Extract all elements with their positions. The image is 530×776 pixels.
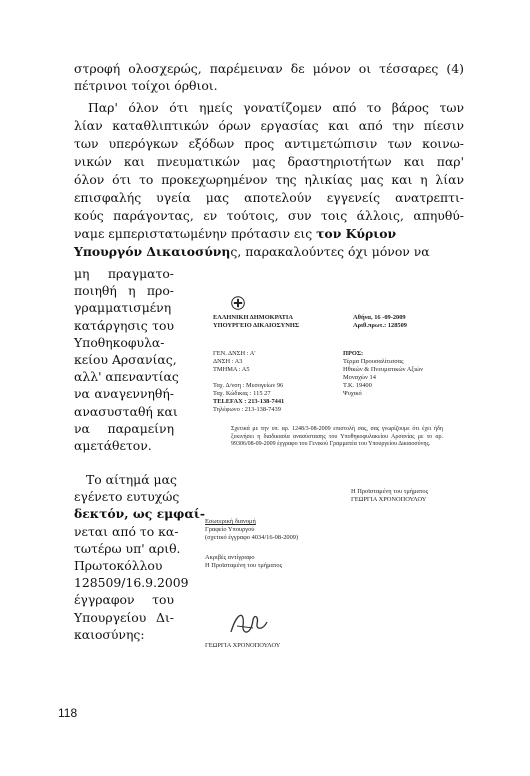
column-line: έγγραφον του	[74, 592, 174, 608]
handwritten-signature-icon	[223, 606, 273, 640]
signature-name: ΓΕΩΡΓΙΑ ΧΡΟΝΟΠΟΥΛΟΥ	[351, 496, 427, 503]
department-label: ΤΜΗΜΑ : Α5	[213, 366, 250, 373]
emphasized-text: τον Κύριον	[316, 226, 397, 241]
copy-name: ΓΕΩΡΓΙΑ ΧΡΟΝΟΠΟΥΛΟΥ	[205, 642, 281, 649]
column-line: κατάργησις του	[74, 317, 174, 333]
letterhead-line: ΥΠΟΥΡΓΕΙΟ ΔΙΚΑΙΟΣΥΝΗΣ	[213, 322, 300, 329]
department-label: ΓΕΝ. ΔΝΣΗ : Α'	[213, 350, 256, 357]
text-line: πέτρινοι τοίχοι όρθιοι.	[74, 78, 218, 93]
text-line: λίαν καταθλιπτικών όρων εργασίας και από την πίεσιν	[74, 118, 464, 133]
left-column-paragraph-2	[74, 471, 206, 643]
column-line: δεκτόν, ως εμφαί-	[74, 506, 206, 522]
column-line: γραμματισμένη	[74, 300, 172, 316]
contact-line: Ταχ. Κώδικας : 115 27	[213, 390, 271, 397]
column-line: να παραμείνη	[74, 420, 174, 436]
contact-line: Τηλέφωνο : 213-138-7439	[213, 406, 281, 413]
text-line: Παρ' όλον ότι ημείς γονατίζομεν από το βάρος των	[88, 100, 464, 115]
contact-line: Ταχ. Δ/νση : Μεσογείων 96	[213, 382, 284, 389]
text-fragment: ναμε εμπεριστατωμένην πρότασιν εις	[74, 226, 313, 241]
column-line: ποιηθή η προ-	[74, 283, 174, 299]
letter-date: Αθήνα, 16 -09-2009	[353, 314, 406, 321]
column-line: αμετάθετον.	[74, 437, 152, 453]
signature-title: Η Προϊσταμένη του τμήματος	[351, 488, 429, 495]
text-line	[74, 225, 464, 242]
column-line: Πρωτοκόλλου	[74, 557, 163, 573]
recipient-line: Μοναχών 14	[343, 374, 376, 381]
column-line: νεται από το κα-	[74, 523, 179, 539]
letterhead-line: ΕΛΛΗΝΙΚΗ ΔΗΜΟΚΡΑΤΙΑ	[213, 314, 293, 321]
page-number: 118	[58, 706, 78, 720]
department-label: ΔΝΣΗ : Α3	[213, 358, 243, 365]
contact-line: TELEFAX : 213-138-7441	[213, 398, 285, 405]
column-line: ανασυσταθή και	[74, 403, 178, 419]
column-line: Το αίτημά μας	[86, 472, 177, 487]
protocol-number: Αριθ.πρωτ.: 128509	[353, 322, 407, 329]
column-line: τωτέρω υπ' αριθ.	[74, 540, 181, 556]
column-line: μη πραγματο-	[74, 266, 174, 281]
text-line: στροφή ολοσχερώς, παρέμειναν δε μόνον οι τέσσαρες (4)	[74, 61, 464, 76]
column-line: να αναγεννηθή-	[74, 386, 174, 402]
text-line	[74, 243, 464, 260]
text-line: επισφαλής υγεία μας αποτελούν εγγενείς ανατρεπτι-	[74, 190, 464, 205]
emphasized-text: Υπουργόν Δικαιοσύνη	[74, 244, 231, 259]
left-column-paragraph-1	[74, 265, 179, 454]
recipient-line: Τ.Κ. 19400	[343, 382, 372, 389]
recipient-line: Τέρμα Προυσαλίτισσας	[343, 358, 404, 365]
greek-emblem-icon	[231, 296, 245, 310]
distribution-title: Εσωτερική διανομή	[205, 518, 256, 525]
distribution-line: Γραφείο Υπουργού	[205, 526, 255, 533]
column-line: 128509/16.9.2009	[74, 575, 189, 591]
text-line: νικών και πνευματικών μας δραστηριοτήτων και παρ'	[74, 154, 464, 169]
letter-body: Σχετικά με την υπ. αρ. 1248/3-08-2009 επιστολή σας, σας γνωρίζουμε ότι έχει ήδη ξεκινήσει η διαδικασία ανασύστασης του Υποθηκοφυλακείου Αρσανίας με το αρ. 99306/08-09-2009 έγγραφο του Γενικού Γραμματέα του Υπουργείου Δικαιοσύνης.	[231, 426, 443, 448]
text-line: όλον ότι το προκεχωρημένον της ηλικίας μας και η λίαν	[74, 172, 464, 187]
recipient-line: Ηθικών & Πνευματικών Αξιών	[343, 366, 424, 373]
column-line: Υποθηκοφυλα-	[74, 334, 165, 350]
column-line: Υπουργείου Δι-	[74, 609, 174, 625]
column-line: καιοσύνης:	[74, 626, 145, 642]
column-line: αλλ' απεναντίας	[74, 369, 179, 385]
scanned-ministry-letter	[191, 292, 486, 662]
text-line: των υπερόγκων εξόδων προς αντιμετώπισιν των κοινω-	[74, 136, 464, 151]
distribution-line: (σχετικό έγγραφο 4034/16-08-2009)	[205, 534, 299, 541]
column-line: εγένετο ευτυχώς	[74, 489, 180, 505]
copy-label: Ακριβές αντίγραφο	[205, 554, 255, 561]
recipient-line: Ψυχικό	[343, 390, 362, 397]
recipient-label: ΠΡΟΣ:	[343, 350, 364, 357]
text-line: κούς παράγοντας, εν τούτοις, συν τοις άλλοις, απηυθύ-	[74, 208, 464, 223]
copy-title: Η Προϊσταμένη του τμήματος	[205, 562, 283, 569]
text-fragment: ς, παρακαλούντες όχι μόνον να	[230, 244, 430, 259]
column-line: κείου Αρσανίας,	[74, 351, 177, 367]
